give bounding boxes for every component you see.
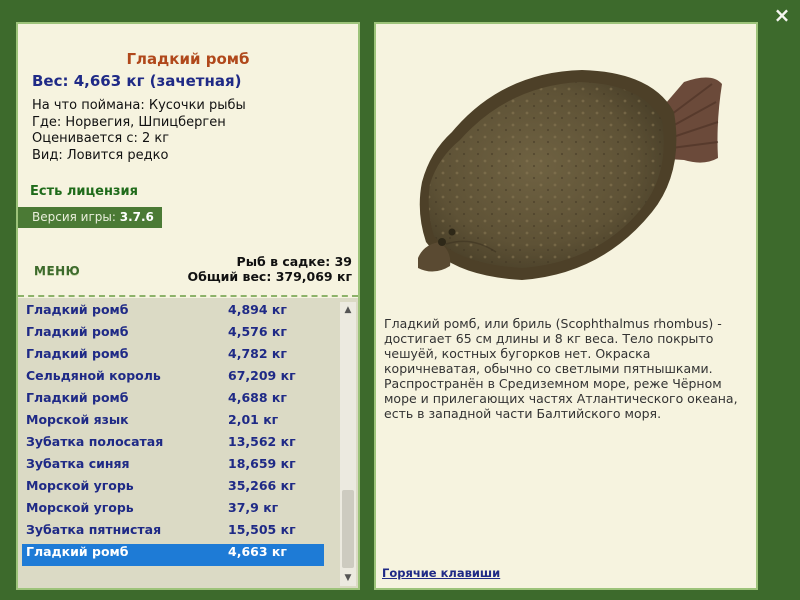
catch-fish-weight: 35,266 кг — [228, 478, 296, 493]
catch-fish-name: Гладкий ромб — [26, 324, 129, 339]
total-weight: Общий вес: 379,069 кг — [187, 269, 352, 284]
catch-fish-weight: 4,688 кг — [228, 390, 287, 405]
catch-fish-name: Гладкий ромб — [26, 544, 129, 559]
catch-list-row[interactable] — [22, 434, 324, 456]
catch-list-row[interactable] — [22, 544, 324, 566]
catch-fish-weight: 67,209 кг — [228, 368, 296, 383]
rarity-line: Вид: Ловится редко — [32, 147, 169, 163]
catch-fish-weight: 4,663 кг — [228, 544, 287, 559]
catch-list-row[interactable] — [22, 478, 324, 500]
catch-list-row[interactable] — [22, 346, 324, 368]
catch-list-row[interactable] — [22, 500, 324, 522]
catch-fish-weight: 18,659 кг — [228, 456, 296, 471]
scroll-thumb[interactable] — [342, 490, 354, 568]
catch-fish-weight: 4,782 кг — [228, 346, 287, 361]
version-label: Версия игры: — [32, 210, 116, 224]
license-status: Есть лицензия — [30, 184, 138, 199]
catch-list-row[interactable] — [22, 412, 324, 434]
fish-details — [32, 98, 246, 164]
divider — [18, 295, 358, 297]
catch-fish-weight: 2,01 кг — [228, 412, 279, 427]
catch-fish-name: Морской угорь — [26, 478, 134, 493]
catch-fish-name: Зубатка полосатая — [26, 434, 164, 449]
scroll-up-arrow-icon[interactable]: ▲ — [344, 305, 352, 315]
fish-name-title: Гладкий ромб — [126, 50, 250, 68]
fish-count: Рыб в садке: 39 — [236, 254, 352, 269]
menu-button[interactable]: МЕНЮ — [34, 264, 81, 278]
fish-description: Гладкий ромб, или бриль (Scophthalmus rhombus) - достигает 65 см длины и 8 кг веса. Тело покрыто чешуёй, костных бугорков нет. Окраска коричневатая, обычно со светлыми пятнышками. Распространён в Средиземном море, реже Чёрном море и прилегающих частях Атлантического океана, есть в западной части Балтийского моря. — [384, 316, 738, 421]
hotkeys-link[interactable]: Горячие клавиши — [382, 566, 501, 580]
location-line: Где: Норвегия, Шпицберген — [32, 114, 226, 130]
scroll-down-arrow-icon[interactable]: ▼ — [344, 573, 352, 583]
close-button[interactable] — [770, 4, 794, 26]
version-bar — [18, 207, 162, 228]
bait-line: На что поймана: Кусочки рыбы — [32, 98, 246, 113]
catch-fish-name: Гладкий ромб — [26, 302, 129, 317]
catch-fish-name: Морской угорь — [26, 500, 134, 515]
catch-list-row[interactable] — [22, 368, 324, 390]
catch-fish-name: Гладкий ромб — [26, 390, 129, 405]
catch-fish-name: Зубатка синяя — [26, 456, 130, 471]
scrollbar[interactable] — [340, 302, 356, 586]
catch-fish-weight: 4,894 кг — [228, 302, 287, 317]
catch-list-row[interactable] — [22, 302, 324, 324]
catch-fish-name: Зубатка пятнистая — [26, 522, 162, 537]
catch-info-panel — [16, 22, 360, 590]
catch-list-row[interactable] — [22, 324, 324, 346]
catch-list-row[interactable] — [22, 390, 324, 412]
catch-list-row[interactable] — [22, 456, 324, 478]
catch-fish-weight: 13,562 кг — [228, 434, 296, 449]
version-value: 3.7.6 — [119, 210, 154, 224]
catch-fish-weight: 4,576 кг — [228, 324, 287, 339]
catch-list — [22, 302, 324, 566]
catch-list-area — [18, 298, 358, 588]
catch-fish-name: Гладкий ромб — [26, 346, 129, 361]
keepnet-stats — [188, 254, 353, 284]
fish-weight: Вес: 4,663 кг (зачетная) — [32, 72, 242, 90]
catch-fish-name: Морской язык — [26, 412, 129, 427]
catch-fish-weight: 15,505 кг — [228, 522, 296, 537]
catch-fish-name: Сельдяной король — [26, 368, 161, 383]
fish-info-panel — [374, 22, 758, 590]
flatfish-image — [412, 62, 728, 284]
catch-list-row[interactable] — [22, 522, 324, 544]
value-line: Оценивается с: 2 кг — [32, 131, 170, 146]
catch-fish-weight: 37,9 кг — [228, 500, 279, 515]
close-icon[interactable]: × — [773, 3, 791, 27]
